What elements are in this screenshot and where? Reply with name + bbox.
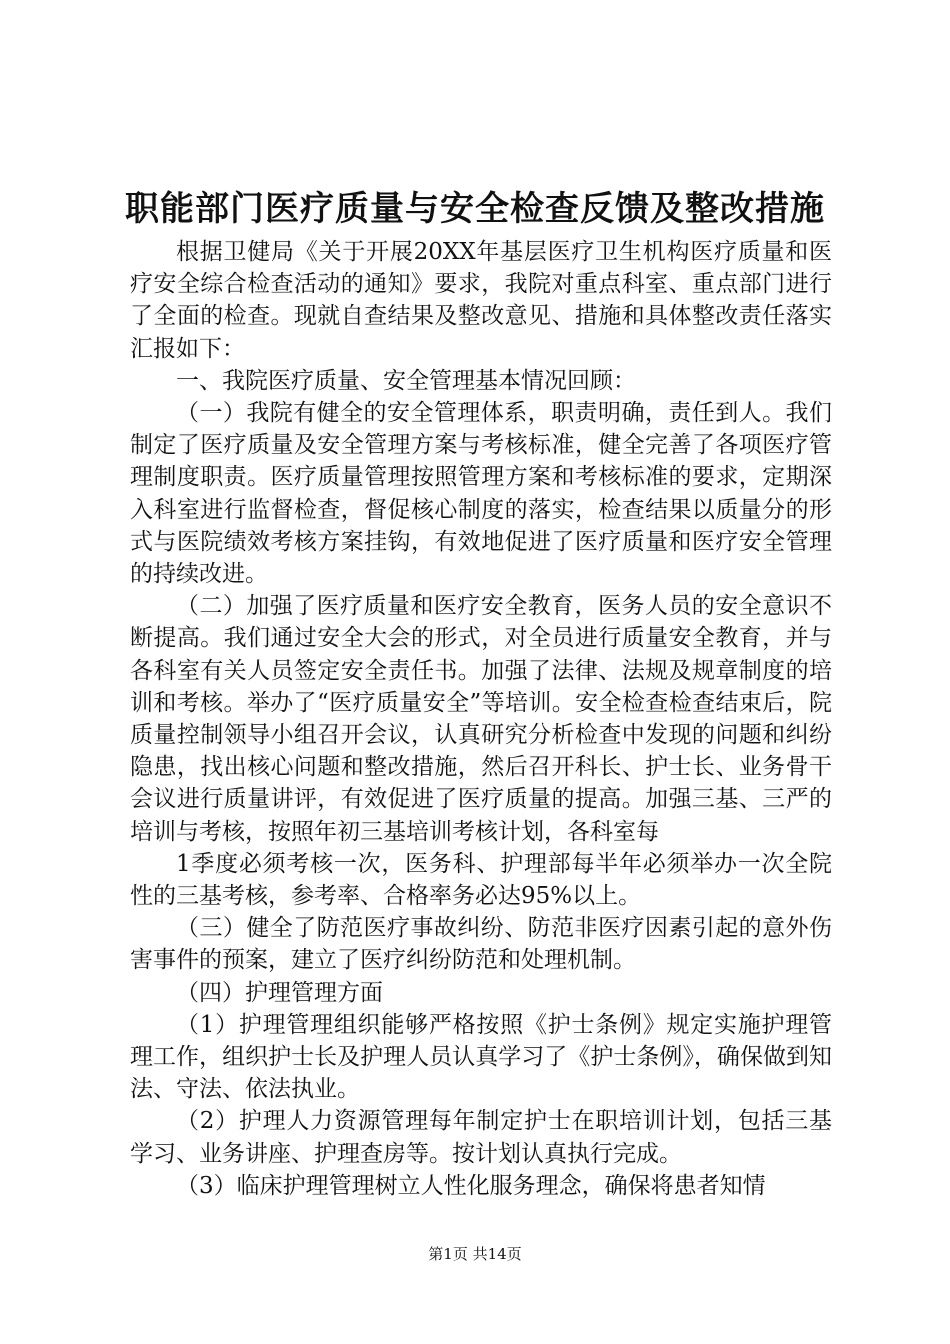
paragraph-item-4-heading: （四）护理管理方面	[176, 979, 383, 1006]
paragraph-item-3: （三）健全了防范医疗事故纠纷、防范非医疗因素引起的意外伤害事件的预案，建立了医疗纠纷防范和处理机制。	[130, 915, 832, 974]
paragraph-nursing-2: （2）护理人力资源管理每年制定护士在职培训计划，包括三基学习、业务讲座、护理查房等。按计划认真执行完成。	[130, 1108, 832, 1167]
paragraph-item-2: （二）加强了医疗质量和医疗安全教育，医务人员的安全意识不断提高。我们通过安全大会的形式，对全员进行质量安全教育，并与各科室有关人员签定安全责任书。加强了法律、法规及规章制度的培训和考核。举办了“医疗质量安全”等培训。安全检查检查结束后，院质量控制领导小组召开会议，认真研究分析检查中发现的问题和纠纷隐患，找出核心问题和整改措施，然后召开科长、护士长、业务骨干会议进行质量讲评，有效促进了医疗质量的提高。加强三基、三严的培训与考核，按照年初三基培训考核计划，各科室每	[130, 593, 832, 845]
paragraph-nursing-1: （1）护理管理组织能够严格按照《护士条例》规定实施护理管理工作，组织护士长及护理人员认真学习了《护士条例》，确保做到知法、守法、依法执业。	[130, 1011, 832, 1103]
paragraph-intro: 根据卫健局《关于开展20XX年基层医疗卫生机构医疗质量和医疗安全综合检查活动的通知》要求，我院对重点科室、重点部门进行了全面的检查。现就自查结果及整改意见、措施和具体整改责任落实汇报如下：	[130, 239, 832, 362]
page-number-footer: 第1页 共14页	[428, 1245, 522, 1263]
paragraph-item-2-continued: 1季度必须考核一次，医务科、护理部每半年必须举办一次全院性的三基考核，参考率、合格率务必达95%以上。	[130, 850, 832, 910]
paragraph-item-1: （一）我院有健全的安全管理体系，职责明确，责任到人。我们制定了医疗质量及安全管理方案与考核标准，健全完善了各项医疗管理制度职责。医疗质量管理按照管理方案和考核标准的要求，定期深入科室进行监督检查，督促核心制度的落实，检查结果以质量分的形式与医院绩效考核方案挂钩，有效地促进了医疗质量和医疗安全管理的持续改进。	[130, 400, 832, 588]
document-body	[130, 236, 832, 1202]
paragraph-section-1-heading: 一、我院医疗质量、安全管理基本情况回顾：	[176, 367, 636, 394]
document-title: 职能部门医疗质量与安全检查反馈及整改措施	[125, 189, 825, 229]
paragraph-nursing-3: （3）临床护理管理树立人性化服务理念，确保将患者知情	[176, 1172, 766, 1199]
